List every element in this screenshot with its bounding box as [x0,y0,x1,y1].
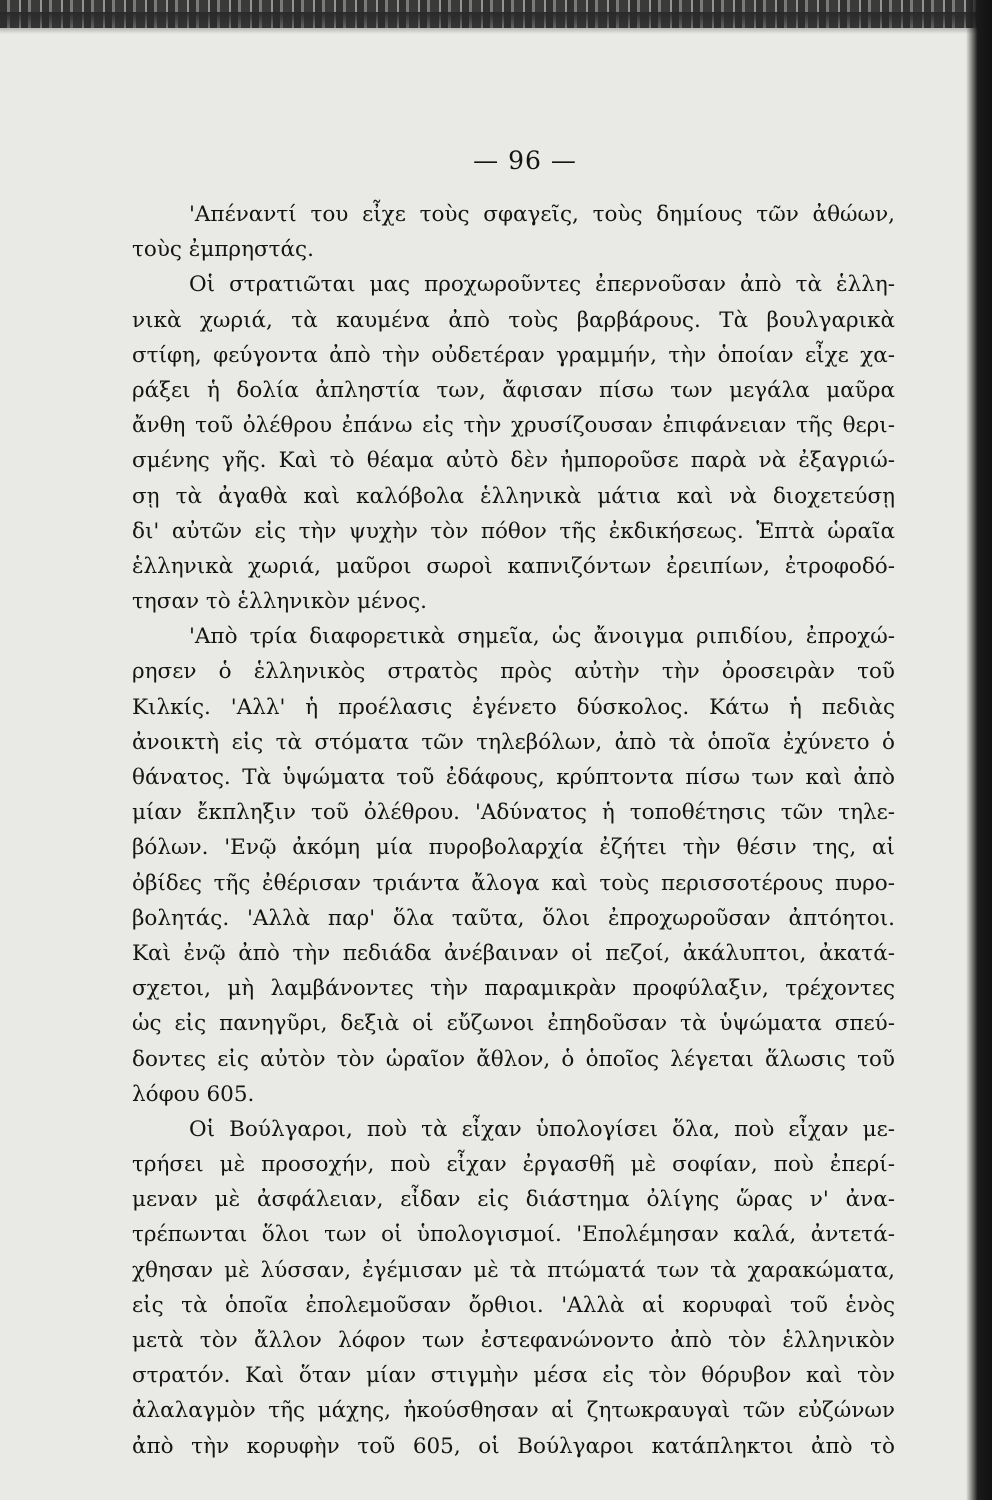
text-line: ὡς εἰς πανηγῦρι, δεξιὰ οἱ εὔζωνοι ἐπηδοῦσαν τὰ ὑψώματα σπεύ- [132,1011,895,1037]
text-line: λόφου 605. [132,1081,255,1107]
text-line: ὀβίδες τῆς ἐθέρισαν τριάντα ἄλογα καὶ τοὺς περισσοτέρους πυρο- [132,870,895,896]
text-line: τησαν τὸ ἑλληνικὸν μένος. [132,589,428,615]
text-line: ἀνοικτὴ εἰς τὰ στόματα τῶν τηλεβόλων, ἀπὸ τὰ ὁποῖα ἐχύνετο ὁ [132,729,895,755]
page-number: — 96 — [473,146,577,175]
text-line: Κιλκίς. 'Αλλ' ἡ προέλασις ἐγένετο δύσκολος. Κάτω ἡ πεδιὰς [132,694,895,720]
text-line: μετὰ τὸν ἄλλον λόφον των ἐστεφανώνοντο ἀπὸ τὸν ἑλληνικὸν [132,1328,895,1353]
text-line: νικὰ χωριά, τὰ καυμένα ἀπὸ τοὺς βαρβάρους. Τὰ βουλγαρικὰ [132,307,895,333]
text-line: βόλων. 'Ενῷ ἀκόμη μία πυροβολαρχία ἐζήτει τὴν θέσιν της, αἱ [132,835,895,861]
text-line: ἀλαλαγμὸν τῆς μάχης, ἠκούσθησαν αἱ ζητωκραυγαὶ τῶν εὐζώνων [132,1398,895,1424]
text-line: μεναν μὲ ἀσφάλειαν, εἶδαν εἰς διάστημα ὀλίγης ὥρας ν' ἀνα- [132,1187,895,1213]
scan-edge-right [966,0,992,1500]
scan-shadow-top [0,12,992,34]
text-line: 'Απέναντί του εἶχε τοὺς σφαγεῖς, τοὺς δημίους τῶν ἀθώων, [189,202,895,227]
text-line: δοντες εἰς αὐτὸν τὸν ὡραῖον ἄθλον, ὁ ὁποῖος λέγεται ἅλωσις τοῦ [132,1046,895,1072]
text-line: στρατόν. Καὶ ὅταν μίαν στιγμὴν μέσα εἰς τὸν θόρυβον καὶ τὸν [132,1363,895,1389]
text-line: 'Απὸ τρία διαφορετικὰ σημεῖα, ὡς ἄνοιγμα ριπιδίου, ἐπροχώ- [189,624,895,650]
text-line: σῃ τὰ ἀγαθὰ καὶ καλόβολα ἑλληνικὰ μάτια καὶ νὰ διοχετεύσῃ [132,483,895,509]
text-line: εἰς τὰ ὁποῖα ἐπολεμοῦσαν ὄρθιοι. 'Αλλὰ αἱ κορυφαὶ τοῦ ἑνὸς [132,1292,895,1318]
text-line: ἀπὸ τὴν κορυφὴν τοῦ 605, οἱ Βούλγαροι κατάπληκτοι ἀπὸ τὸ [132,1433,895,1459]
text-line: ἑλληνικὰ χωριά, μαῦροι σωροὶ καπνιζόντων ἐρειπίων, ἐτροφοδό- [132,553,895,579]
text-line: χθησαν μὲ λύσσαν, ἐγέμισαν μὲ τὰ πτώματά των τὰ χαρακώματα, [132,1257,895,1283]
text-line: ράξει ἡ δολία ἀπληστία των, ἄφισαν πίσω των μεγάλα μαῦρα [132,377,895,403]
text-line: τρέπωνται ὅλοι των οἱ ὑπολογισμοί. 'Επολέμησαν καλά, ἀντετά- [132,1222,895,1248]
text-line: τοὺς ἐμπρηστάς. [132,237,314,263]
text-line: ρησεν ὁ ἑλληνικὸς στρατὸς πρὸς αὐτὴν τὴν ὀροσειρὰν τοῦ [132,659,895,685]
text-line: βολητάς. 'Αλλὰ παρ' ὅλα ταῦτα, ὅλοι ἐπροχωροῦσαν ἀπτόητοι. [132,905,895,931]
text-line: στίφη, φεύγοντα ἀπὸ τὴν οὐδετέραν γραμμήν, τὴν ὁποίαν εἶχε χα- [132,342,895,368]
text-line: Οἱ στρατιῶται μας προχωροῦντες ἐπερνοῦσαν ἀπὸ τὰ ἑλλη- [189,272,895,298]
text-line: μίαν ἔκπληξιν τοῦ ὀλέθρου. 'Αδύνατος ἡ τοποθέτησις τῶν τηλε- [132,800,895,826]
text-line: ἄνθη τοῦ ὀλέθρου ἐπάνω εἰς τὴν χρυσίζουσαν ἐπιφάνειαν τῆς θερι- [132,413,895,439]
text-line: τρήσει μὲ προσοχήν, ποὺ εἶχαν ἐργασθῆ μὲ σοφίαν, ποὺ ἐπερί- [132,1152,895,1178]
text-line: θάνατος. Τὰ ὑψώματα τοῦ ἐδάφους, κρύπτοντα πίσω των καὶ ἀπὸ [132,765,895,790]
body-text [132,197,895,1464]
text-line: Οἱ Βούλγαροι, ποὺ τὰ εἶχαν ὑπολογίσει ὅλα, ποὺ εἶχαν με- [189,1116,895,1142]
text-line: δι' αὐτῶν εἰς τὴν ψυχὴν τὸν πόθον τῆς ἐκδικήσεως. Ἑπτὰ ὡραῖα [132,518,895,544]
text-line: Καὶ ἐνῷ ἀπὸ τὴν πεδιάδα ἀνέβαιναν οἱ πεζοί, ἀκάλυπτοι, ἀκατά- [132,940,895,966]
text-line: σχετοι, μὴ λαμβάνοντες τὴν παραμικρὰν προφύλαξιν, τρέχοντες [132,976,895,1002]
text-line: σμένης γῆς. Καὶ τὸ θέαμα αὐτὸ δὲν ἠμποροῦσε παρὰ νὰ ἐξαγριώ- [132,448,895,474]
